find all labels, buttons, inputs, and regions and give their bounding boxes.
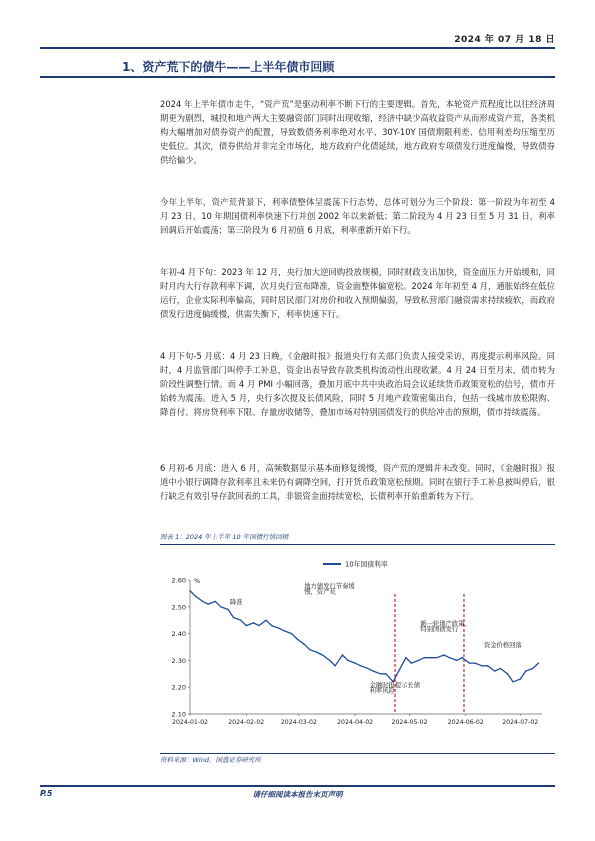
data-point: [246, 625, 247, 626]
chart-annotation: 金融时报提示长债: [369, 682, 421, 690]
data-point: [373, 670, 374, 671]
data-point: [411, 662, 412, 663]
section-heading: [40, 56, 555, 78]
chart-annotation: 地方债发行节奏缓: [304, 583, 355, 591]
data-point: [500, 668, 501, 669]
chart-annotation: 降准: [229, 599, 243, 607]
data-point: [507, 673, 508, 674]
data-point: [296, 638, 297, 639]
y-tick-label: 2.10: [171, 710, 186, 719]
data-point: [266, 620, 267, 621]
legend-label: 10年国债利率: [345, 560, 388, 569]
data-point: [233, 617, 234, 618]
data-point: [461, 657, 462, 658]
y-tick-label: 2.50: [171, 603, 186, 612]
data-point: [532, 668, 533, 669]
x-tick-label: 2024-05-02: [391, 719, 428, 726]
page-number: P.5: [40, 789, 53, 798]
chart-annotation: 资金价格回落: [483, 642, 522, 649]
data-point: [380, 673, 381, 674]
data-point: [360, 665, 361, 666]
chart-annotation: 特别国债发行: [420, 625, 459, 633]
data-point: [207, 603, 208, 604]
data-point: [354, 662, 355, 663]
data-point: [227, 609, 228, 610]
chart-annotation: 新一轮地产政策、: [420, 620, 471, 628]
data-point: [258, 625, 259, 626]
data-point: [418, 660, 419, 661]
y-tick-label: 2.30: [171, 656, 186, 665]
figure-source: 资料来源：Wind，国盛证券研究所: [160, 753, 555, 765]
data-point: [342, 654, 343, 655]
report-date: 2024 年 07 月 18 日: [454, 35, 555, 45]
data-point: [322, 654, 323, 655]
chart-event-markers: [395, 594, 464, 714]
data-point: [512, 681, 513, 682]
bond-yield-line-chart: [160, 552, 555, 750]
data-point: [291, 633, 292, 634]
paragraph-three-stages: 今年上半年，资产荒背景下，利率债整体呈震荡下行态势，总体可划分为三个阶段：第一阶段为年初至 4 月 23 日，10 年期国债利率快速下行并创 2002 年以来新低；第二阶段为 4 月 23 日至 5 月 31 日，利率回调后开始震荡；第三阶段为 6 月初值 6 月底，利率重新开始下行。: [160, 197, 555, 235]
data-point: [202, 601, 203, 602]
paragraph-stage-one: 年初-4 月下旬：2023 年 12 月，央行加大逆回购投放规模，同时财政支出加快，资金面压力开始缓和，同时月内大行存款利率下调，次月央行宣布降准，资金面整体偏宽松。2024 年年初至 4 月，通胀始终在低位运行，企业实际利率偏高，同时居民部门对房价和收入预期偏弱，导致私营部门融资需求持续疲软，而政府债发行进度偏缓慢，供需失衡下，利率快速下行。: [160, 267, 555, 319]
data-point: [240, 620, 241, 621]
section-title-text: 1、资产荒下的债牛——上半年债市回顾: [122, 60, 335, 74]
data-point: [405, 657, 406, 658]
y-tick-label: 2.60: [171, 576, 186, 585]
data-point: [423, 657, 424, 658]
data-point: [309, 649, 310, 650]
chart-annotations: [230, 581, 523, 695]
data-point: [456, 660, 457, 661]
data-point: [385, 673, 386, 674]
data-point: [436, 657, 437, 658]
data-point: [316, 652, 317, 653]
data-point: [334, 665, 335, 666]
x-tick-label: 2024-03-02: [280, 719, 317, 726]
data-point: [189, 590, 190, 591]
data-point: [525, 670, 526, 671]
data-point: [431, 657, 432, 658]
chart-annotation: 慢，资产荒: [304, 588, 336, 596]
paragraph-overview: 2024 年上半年债市走牛，“资产荒”是驱动利率不断下行的主要逻辑。首先，本轮资产荒程度比以往经济周期更为剧烈，城投和地产两大主要融资部门同时出现收缩，经济中缺少高收益资产从而形成资产荒，各类机构大幅增加对债券资产的配置，导致数债务利率绝对水平、30Y-10Y 国债期限利差、信用利差均压缩至历史低位。其次，债券供给并非完全市场化，地方政府户化债延续，地方政府专项债发行进度偏慢，导致债券供给偏少。: [160, 99, 555, 165]
figure-caption: 图表 1：2024 年上半年 10 年国债行情回顾: [160, 531, 555, 545]
data-point: [304, 644, 305, 645]
x-tick-label: 2024-01-02: [172, 719, 208, 726]
data-point: [494, 670, 495, 671]
footer-disclaimer: 请仔细阅读本报告末页声明: [252, 790, 343, 799]
x-tick-label: 2024-04-02: [337, 719, 374, 726]
y-tick-label: 2.40: [171, 630, 186, 639]
data-point: [398, 670, 399, 671]
paragraph-stage-three: 6 月初-6 月底：进入 6 月，高频数据显示基本面修复缓慢，资产荒的逻辑并未改变。同时，《金融时报》报道中小银行调降存款利率且未来仍有调降空间，打开货币政策宽松预期。同时在银行手工补息被叫停后，银行缺乏有效引导存款回表的工具，非银资金面持续宽松，长债利率开始重新转为下行。: [160, 463, 555, 501]
data-point: [195, 595, 196, 596]
footer-divider: [40, 785, 555, 787]
chart-axes: [172, 577, 542, 727]
data-point: [284, 630, 285, 631]
paragraph-stage-two: 4 月下旬-5 月底：4 月 23 日晚，《金融时报》报道央行有关部门负责人接受采访，再度提示利率风险。同时，4 月监管部门叫停手工补息，资金出表导致存款类机构流动性出现收紧。4 月 24 日至月末，债市转为阶段性调整行情。而 4 月 PMI 小幅回落，叠加月底中共中央政治局会议延续货币政策宽松的信号，债市开始转为震荡。进入 5 月，央行多次提及长债风险，同时 5 月地产政策密集出台，包括一线城市放松限购、降首付、将房贷利率下限、存量房收储等，叠加市场对特别国债发行的供给冲击的预期，债市持续震荡。: [160, 351, 555, 417]
y-axis-unit: %: [194, 577, 201, 585]
data-point: [520, 678, 521, 679]
data-point: [538, 662, 539, 663]
y-tick-label: 2.20: [171, 683, 186, 692]
x-tick-label: 2024-07-02: [502, 719, 539, 726]
data-point: [449, 657, 450, 658]
data-point: [253, 622, 254, 623]
data-point: [329, 660, 330, 661]
x-tick-label: 2024-02-02: [228, 719, 265, 726]
data-point: [215, 601, 216, 602]
data-point: [367, 668, 368, 669]
header-divider: [40, 47, 555, 49]
data-point: [487, 665, 488, 666]
data-point: [481, 665, 482, 666]
data-point: [271, 625, 272, 626]
x-tick-label: 2024-06-02: [447, 719, 484, 726]
data-point: [347, 660, 348, 661]
chart-legend: [323, 560, 388, 569]
data-point: [220, 606, 221, 607]
data-point: [469, 662, 470, 663]
data-point: [278, 628, 279, 629]
data-point: [443, 654, 444, 655]
chart-annotation: 利率风险: [369, 687, 395, 695]
data-point: [474, 662, 475, 663]
